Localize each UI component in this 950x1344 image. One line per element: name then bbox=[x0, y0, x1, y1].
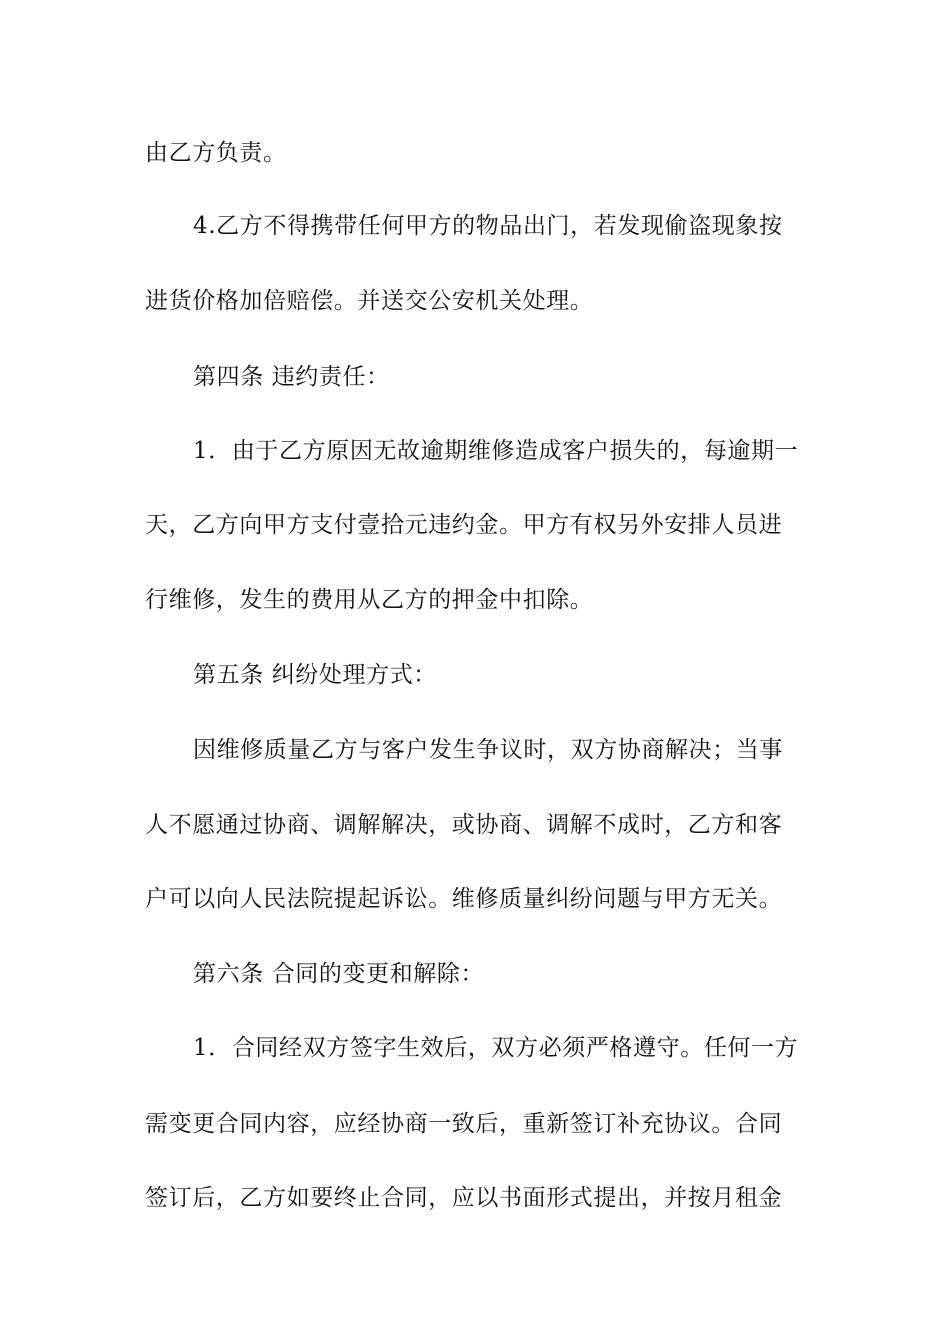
text-line: 4.乙方不得携带任何甲方的物品出门，若发现偷盗现象按 bbox=[193, 213, 783, 239]
text-line: 人不愿通过协商、调解解决，或协商、调解不成时，乙方和客 bbox=[145, 812, 783, 838]
text-line: 1．由于乙方原因无故逾期维修造成客户损失的，每逾期一 bbox=[193, 438, 799, 464]
text-line: 签订后，乙方如要终止合同，应以书面形式提出，并按月租金 bbox=[145, 1185, 783, 1211]
section-heading: 第四条 违约责任： bbox=[193, 364, 390, 390]
text-line: 行维修，发生的费用从乙方的押金中扣除。 bbox=[145, 587, 594, 613]
text-line: 因维修质量乙方与客户发生争议时，双方协商解决；当事 bbox=[193, 737, 783, 763]
text-line: 1．合同经双方签字生效后，双方必须严格遵守。任何一方 bbox=[193, 1035, 799, 1061]
section-heading: 第五条 纠纷处理方式： bbox=[193, 662, 437, 688]
text-line: 户可以向人民法院提起诉讼。维修质量纠纷问题与甲方无关。 bbox=[145, 886, 783, 912]
text-line: 天，乙方向甲方支付壹拾元违约金。甲方有权另外安排人员进 bbox=[145, 512, 783, 538]
section-heading: 第六条 合同的变更和解除： bbox=[193, 961, 485, 987]
text-line: 由乙方负责。 bbox=[145, 140, 287, 166]
text-line: 进货价格加倍赔偿。并送交公安机关处理。 bbox=[145, 288, 594, 314]
text-line: 需变更合同内容，应经协商一致后，重新签订补充协议。合同 bbox=[145, 1111, 783, 1137]
